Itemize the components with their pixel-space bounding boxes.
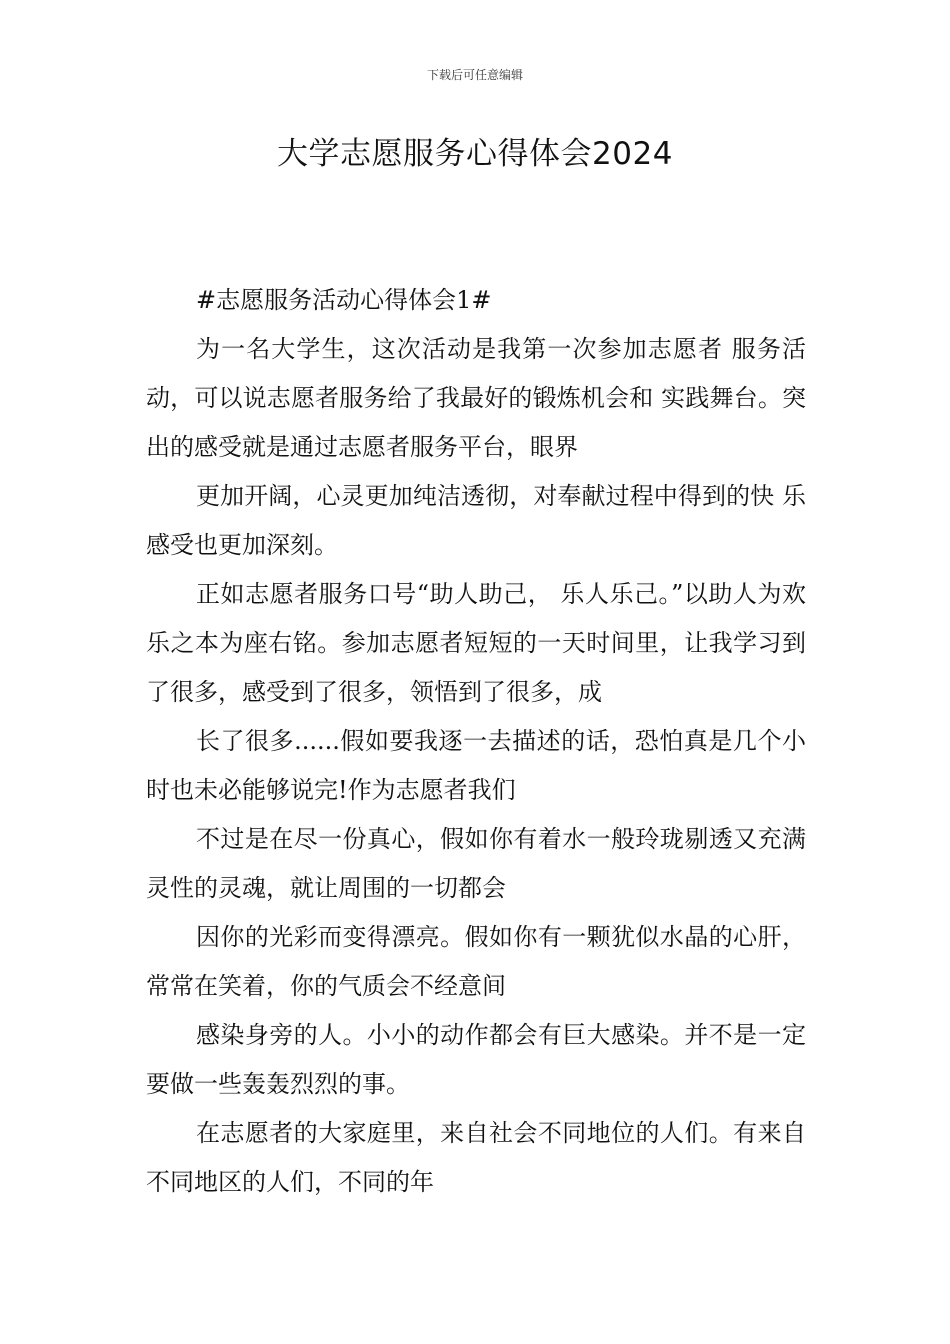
document-body (146, 276, 806, 1207)
header-note: 下载后可任意编辑 (426, 68, 523, 82)
paragraph: 因你的光彩而变得漂亮。假如你有一颗犹似水晶的心肝，常常在笑着，你的气质会不经意间 (146, 923, 806, 1000)
document-title: 大学志愿服务心得体会2024 (277, 136, 673, 172)
paragraph: 感染身旁的人。小小的动作都会有巨大感染。并不是一定要做一些轰轰烈烈的事。 (146, 1021, 806, 1098)
paragraph: 不过是在尽一份真心，假如你有着水一般玲珑剔透又充满灵性的灵魂，就让周围的一切都会 (146, 825, 806, 902)
paragraph: 在志愿者的大家庭里，来自社会不同地位的人们。有来自不同地区的人们，不同的年 (146, 1119, 806, 1196)
paragraph: 正如志愿者服务口号“助人助己， 乐人乐己。”以助人为欢乐之本为座右铭。参加志愿者短短的一天时间里，让我学习到了很多，感受到了很多，领悟到了很多，成 (146, 580, 806, 706)
paragraph: 为一名大学生，这次活动是我第一次参加志愿者 服务活动，可以说志愿者服务给了我最好的锻炼机会和 实践舞台。突出的感受就是通过志愿者服务平台，眼界 (146, 335, 806, 461)
paragraph: 长了很多......假如要我逐一去描述的话，恐怕真是几个小时也未必能够说完!作为志愿者我们 (146, 727, 806, 804)
paragraph: #志愿服务活动心得体会1# (196, 286, 492, 314)
paragraph: 更加开阔，心灵更加纯洁透彻，对奉献过程中得到的快 乐感受也更加深刻。 (146, 482, 806, 559)
